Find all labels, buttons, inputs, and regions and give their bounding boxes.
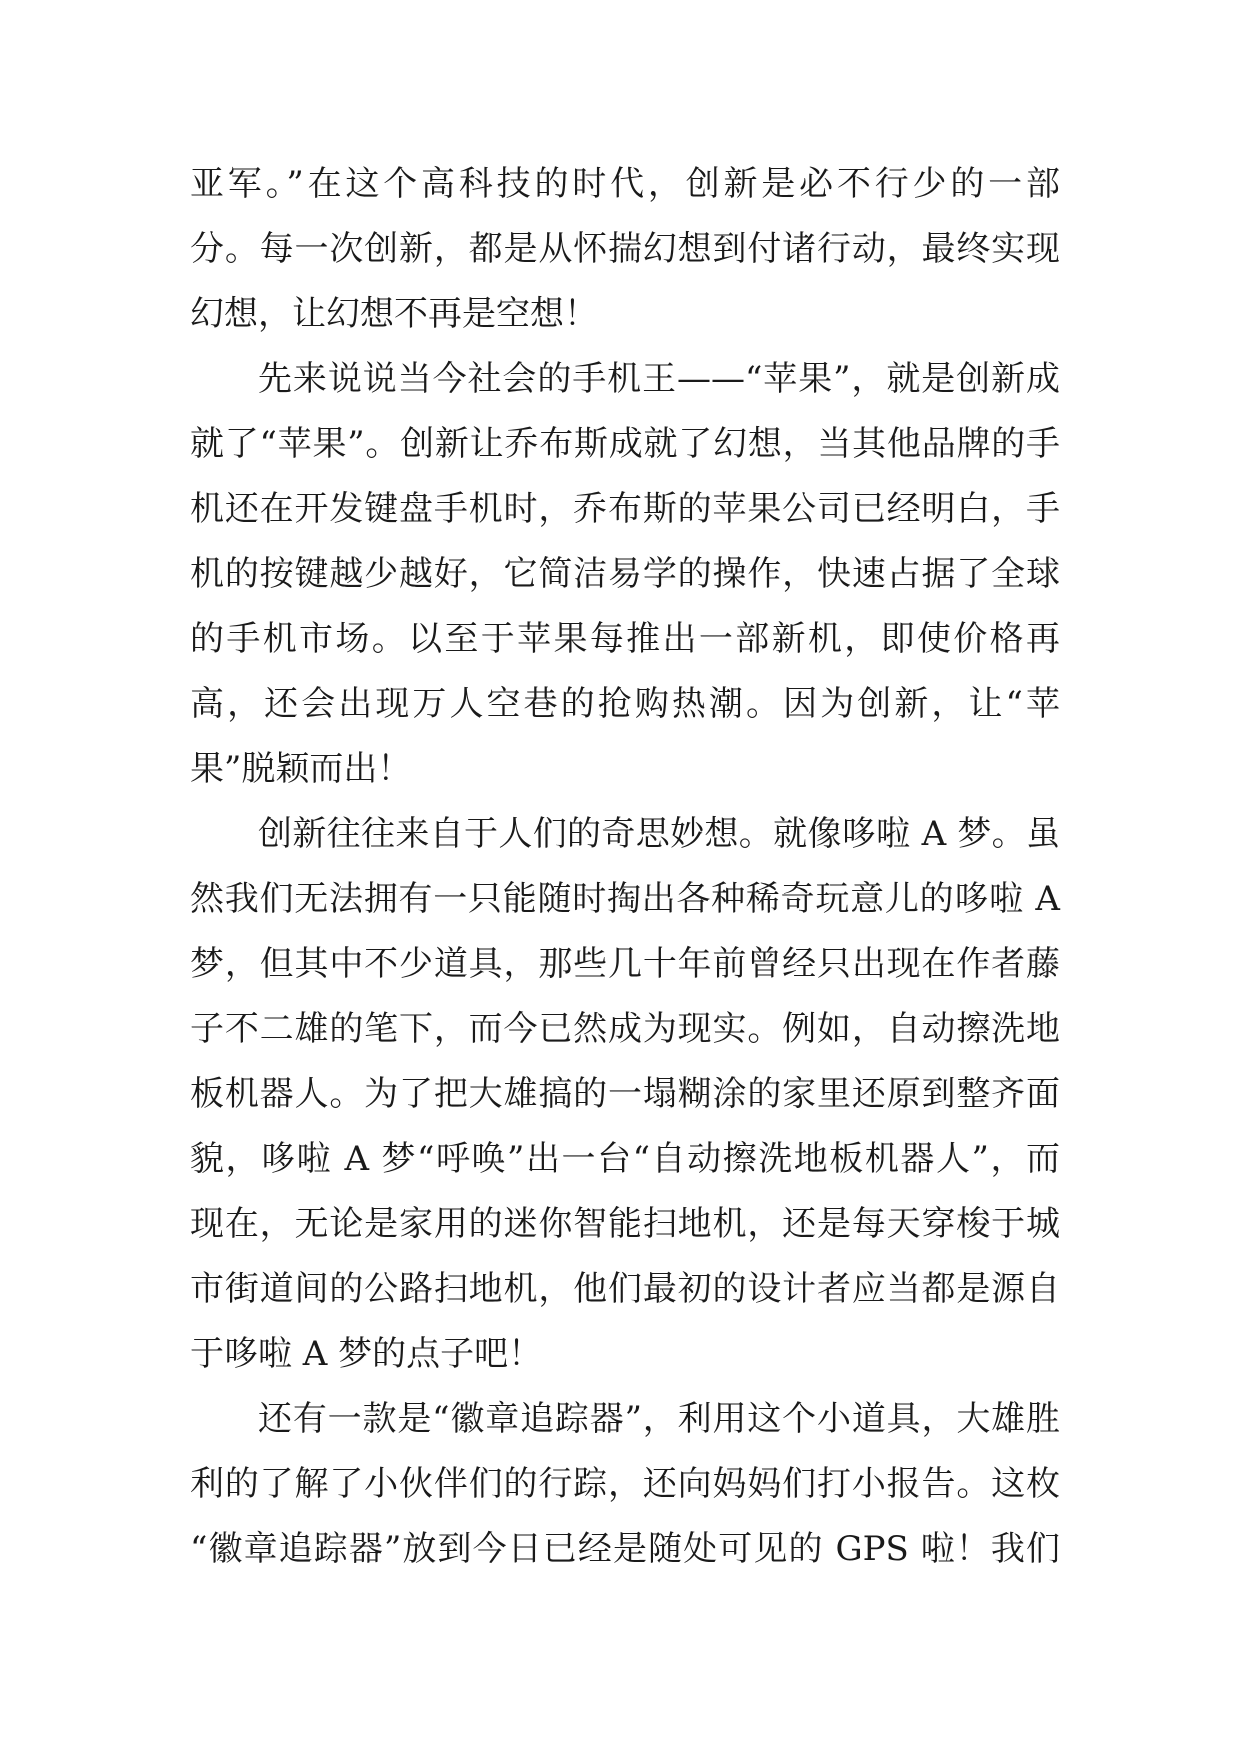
text-line: 市街道间的公路扫地机，他们最初的设计者应当都是源自 bbox=[190, 1269, 1060, 1309]
text-line: 现在，无论是家用的迷你智能扫地机，还是每天穿梭于城 bbox=[190, 1204, 1060, 1244]
text-line: 亚军。”在这个高科技的时代，创新是必不行少的一部 bbox=[190, 164, 1060, 204]
text-line: 梦，但其中不少道具，那些几十年前曾经只出现在作者藤 bbox=[190, 944, 1060, 984]
text-line: 就了“苹果”。创新让乔布斯成就了幻想，当其他品牌的手 bbox=[190, 424, 1060, 464]
text-line: “徽章追踪器”放到今日已经是随处可见的 GPS 啦！我们 bbox=[190, 1529, 1060, 1569]
text-line: 幻想，让幻想不再是空想！ bbox=[190, 294, 598, 334]
text-line: 板机器人。为了把大雄搞的一塌糊涂的家里还原到整齐面 bbox=[190, 1074, 1060, 1114]
text-line: 果”脱颖而出！ bbox=[190, 749, 412, 789]
text-line: 然我们无法拥有一只能随时掏出各种稀奇玩意儿的哆啦 A bbox=[190, 879, 1060, 919]
text-line: 创新往往来自于人们的奇思妙想。就像哆啦 A 梦。虽 bbox=[258, 814, 1060, 854]
text-line: 貌，哆啦 A 梦“呼唤”出一台“自动擦洗地板机器人”，而 bbox=[190, 1139, 1060, 1179]
text-line: 的手机市场。以至于苹果每推出一部新机，即使价格再 bbox=[190, 619, 1060, 659]
text-line: 先来说说当今社会的手机王——“苹果”，就是创新成 bbox=[258, 359, 1060, 399]
text-line: 于哆啦 A 梦的点子吧！ bbox=[190, 1334, 543, 1374]
body-text bbox=[190, 152, 1060, 1582]
text-line: 利的了解了小伙伴们的行踪，还向妈妈们打小报告。这枚 bbox=[190, 1464, 1060, 1504]
text-line: 分。每一次创新，都是从怀揣幻想到付诸行动，最终实现 bbox=[190, 229, 1060, 269]
text-line: 机的按键越少越好，它简洁易学的操作，快速占据了全球 bbox=[190, 554, 1060, 594]
text-line: 子不二雄的笔下，而今已然成为现实。例如，自动擦洗地 bbox=[190, 1009, 1060, 1049]
text-line: 还有一款是“徽章追踪器”，利用这个小道具，大雄胜 bbox=[258, 1399, 1060, 1439]
text-line: 机还在开发键盘手机时，乔布斯的苹果公司已经明白，手 bbox=[190, 489, 1060, 529]
text-line: 高，还会出现万人空巷的抢购热潮。因为创新，让“苹 bbox=[190, 684, 1060, 724]
